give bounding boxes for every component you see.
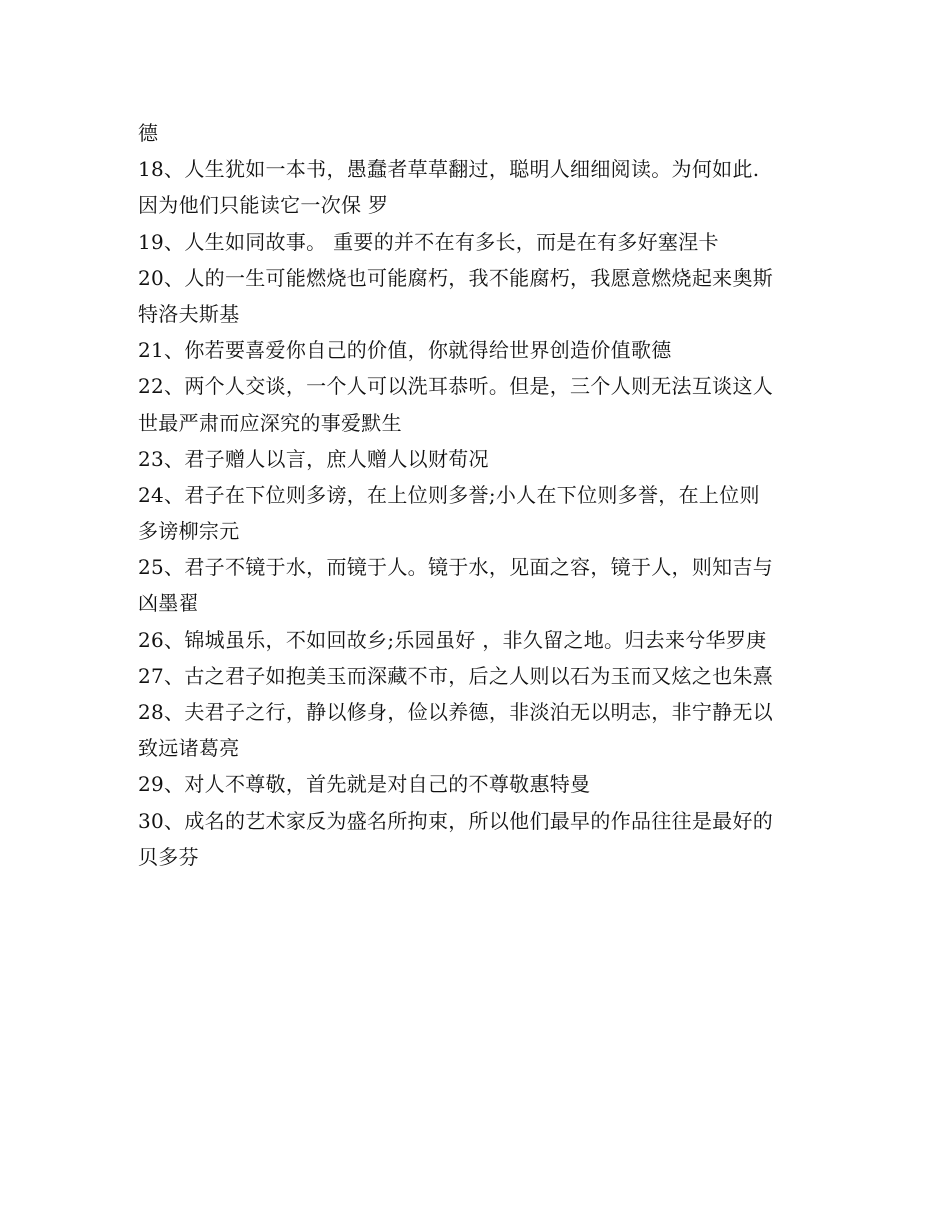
text-line: 28、夫君子之行，静以修身，俭以养德，非淡泊无以明志，非宁静无以	[138, 700, 774, 724]
text-line: 23、君子赠人以言，庶人赠人以财荀况	[138, 446, 489, 471]
text-line: 18、人生犹如一本书，愚蠢者草草翻过，聪明人细细阅读。为何如此.	[138, 157, 760, 182]
text-line: 特洛夫斯基	[138, 301, 240, 326]
text-line: 因为他们只能读它一次保 罗	[138, 193, 389, 218]
text-line: 德	[138, 121, 159, 145]
text-line: 26、锦城虽乐，不如回故乡;乐园虽好 ，非久留之地。归去来兮华罗庚	[138, 627, 767, 652]
text-line: 贝多芬	[138, 844, 199, 869]
text-line: 25、君子不镜于水，而镜于人。镜于水，见面之容，镜于人，则知吉与	[138, 555, 774, 580]
quote-text-block	[138, 115, 828, 875]
text-line: 30、成名的艺术家反为盛名所拘束，所以他们最早的作品往往是最好的	[138, 808, 774, 833]
text-line: 24、君子在下位则多谤，在上位则多誉;小人在下位则多誉，在上位则	[138, 482, 760, 507]
text-line: 19、人生如同故事。 重要的并不在有多长，而是在有多好塞涅卡	[138, 229, 719, 254]
text-line: 世最严肃而应深究的事爱默生	[138, 410, 402, 435]
text-line: 29、对人不尊敬，首先就是对自己的不尊敬惠特曼	[138, 772, 591, 797]
text-line: 27、古之君子如抱美玉而深藏不市，后之人则以石为玉而又炫之也朱熹	[138, 663, 774, 688]
text-line: 致远诸葛亮	[138, 736, 240, 761]
text-line: 多谤柳宗元	[138, 519, 240, 544]
text-line: 22、两个人交谈，一个人可以洗耳恭听。但是，三个人则无法互谈这人	[138, 374, 774, 399]
text-line: 20、人的一生可能燃烧也可能腐朽，我不能腐朽，我愿意燃烧起来奥斯	[138, 265, 774, 290]
text-line: 凶墨翟	[138, 591, 199, 616]
text-line: 21、你若要喜爱你自己的价值，你就得给世界创造价值歌德	[138, 338, 672, 363]
